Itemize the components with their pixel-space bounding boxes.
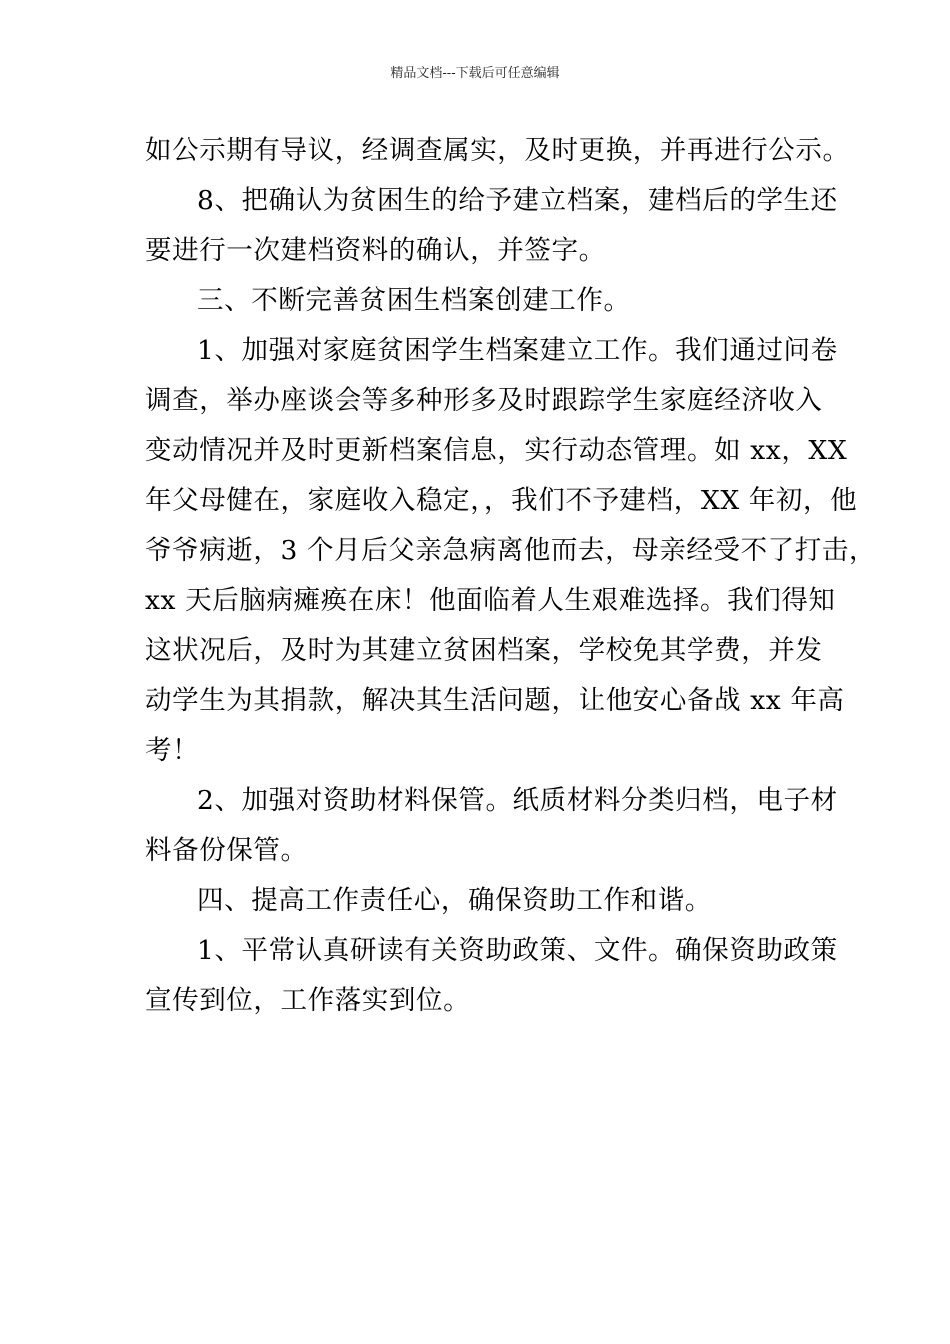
paragraph-start-line: 2、加强对资助材料保管。纸质材料分类归档，电子材 bbox=[197, 785, 838, 816]
text-line: 动学生为其捐款，解决其生活问题，让他安心备战 xx 年高 bbox=[145, 685, 845, 716]
page-header: 精品文档---下载后可任意编辑 bbox=[390, 66, 560, 81]
text-line: 考！ bbox=[145, 735, 200, 766]
section-heading: 四、提高工作责任心，确保资助工作和谐。 bbox=[197, 885, 712, 916]
text-line: 这状况后，及时为其建立贫困档案，学校免其学费，并发 bbox=[145, 635, 823, 666]
text-line: 宣传到位，工作落实到位。 bbox=[145, 985, 471, 1016]
text-line: 变动情况并及时更新档案信息，实行动态管理。如 xx，XX bbox=[145, 435, 848, 466]
paragraph-start-line: 8、把确认为贫困生的给予建立档案，建档后的学生还 bbox=[197, 185, 838, 216]
paragraph-start-line: 1、平常认真研读有关资助政策、文件。确保资助政策 bbox=[197, 935, 838, 966]
text-line: 要进行一次建档资料的确认，并签字。 bbox=[145, 235, 606, 266]
text-line: 料备份保管。 bbox=[145, 835, 308, 866]
paragraph-start-line: 1、加强对家庭贫困学生档案建立工作。我们通过问卷 bbox=[197, 335, 838, 366]
text-line: 爷爷病逝，3 个月后父亲急病离他而去，母亲经受不了打击， bbox=[145, 535, 877, 566]
text-line: 年父母健在，家庭收入稳定，，我们不予建档，XX 年初，他 bbox=[145, 485, 858, 516]
text-line: 调查，举办座谈会等多种形多及时跟踪学生家庭经济收入 bbox=[145, 385, 823, 416]
document-body bbox=[145, 126, 877, 1026]
text-line: xx 天后脑病瘫痪在床！他面临着人生艰难选择。我们得知 bbox=[145, 585, 836, 616]
section-heading: 三、不断完善贫困生档案创建工作。 bbox=[197, 285, 631, 316]
text-line: 如公示期有导议，经调查属实，及时更换，并再进行公示。 bbox=[145, 135, 850, 166]
